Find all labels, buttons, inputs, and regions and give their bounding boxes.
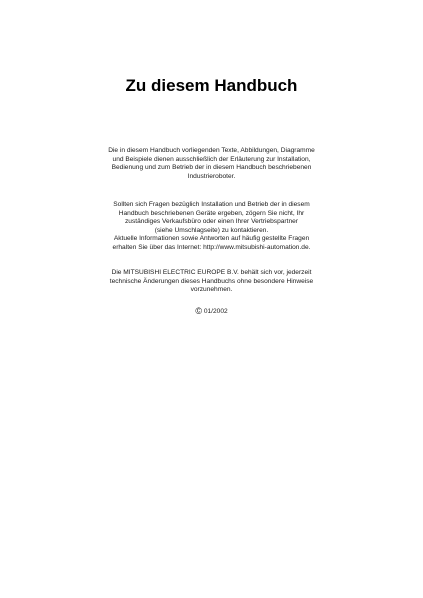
text-line: Industrieroboter. (187, 172, 236, 180)
text-line: und Beispiele dienen ausschließlich der Erläuterung zur Installation, (112, 155, 311, 163)
contact-paragraph (80, 201, 343, 253)
text-line: technische Änderungen dieses Handbuchs ohne besondere Hinweise (109, 277, 314, 285)
text-line: Handbuch beschriebenen Geräte ergeben, zögern Sie nicht, Ihr (118, 209, 305, 217)
text-line: zuständiges Verkaufsbüro oder einen Ihrer Vertriebspartner (124, 218, 298, 226)
text-line: Aktuelle Informationen sowie Antworten auf häufig gestellte Fragen (113, 235, 310, 243)
copyright-line (80, 307, 343, 317)
text-line: Sollten sich Fragen bezüglich Installation und Betrieb der in diesem (113, 201, 310, 208)
disclaimer-paragraph (80, 269, 343, 295)
text-line: Bedienung und zum Betrieb der in diesem Handbuch beschriebenen (111, 164, 312, 172)
text-line: vorzunehmen. (190, 286, 233, 294)
text-line: (siehe Umschlagseite) zu kontaktieren. (154, 226, 269, 234)
text-line: Die MITSUBISHI ELECTRIC EUROPE B.V. behält sich vor, jederzeit (111, 269, 312, 276)
page-title: Zu diesem Handbuch (125, 76, 298, 95)
copyright-notice (80, 307, 343, 317)
text-line: erhalten Sie über das Internet: http://www.mitsubishi-automation.de. (112, 243, 311, 251)
copyright-icon: © (195, 306, 202, 316)
copyright-date: 01/2002 (203, 308, 228, 315)
intro-paragraph (80, 147, 343, 181)
text-line: Die in diesem Handbuch vorliegenden Texte, Abbildungen, Diagramme (108, 147, 315, 154)
